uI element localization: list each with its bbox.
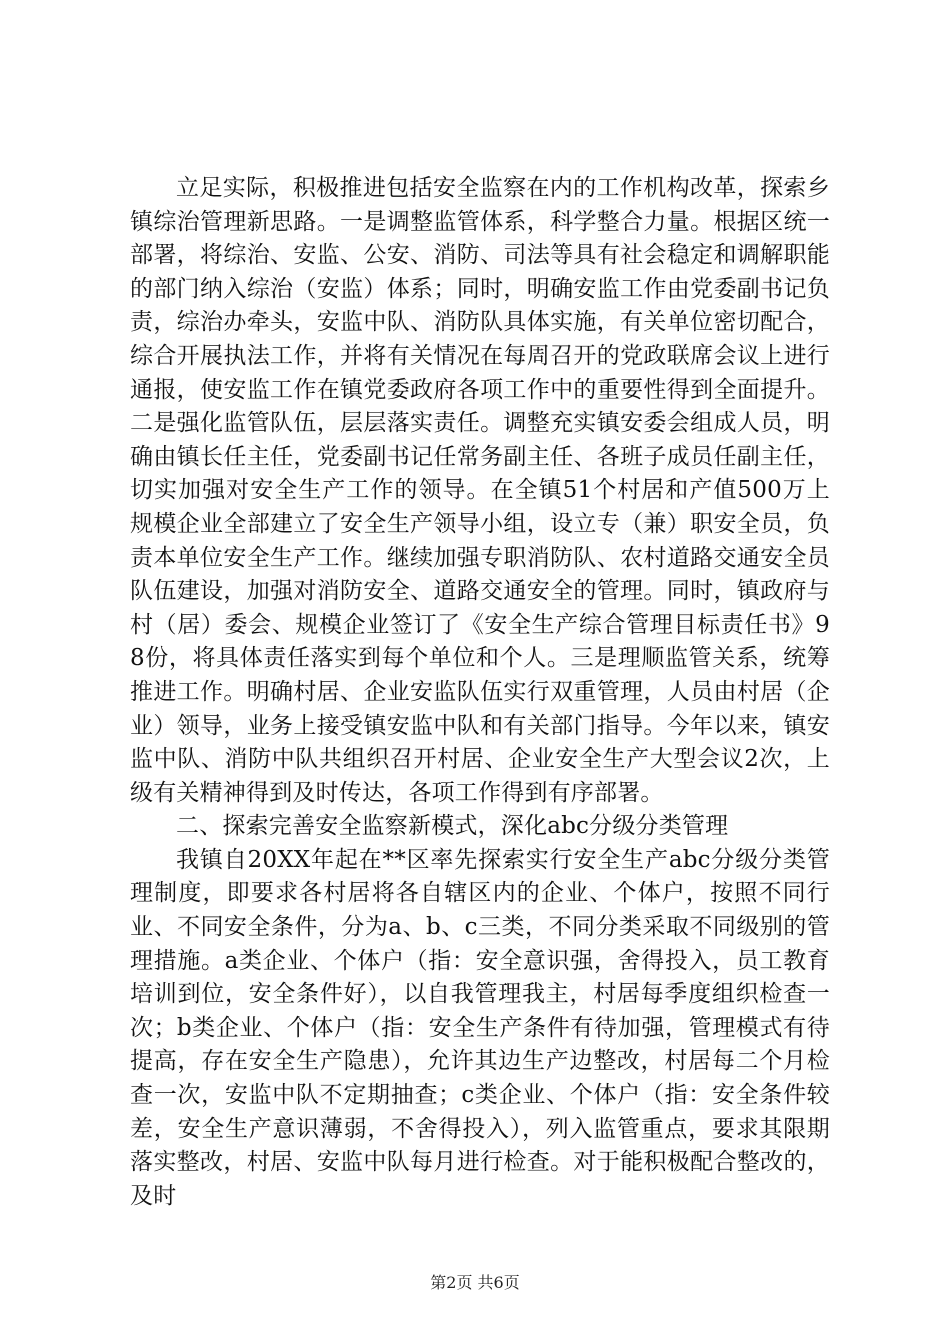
section-heading: 二、探索完善安全监察新模式，深化abc分级分类管理 xyxy=(176,813,729,840)
paragraph-reform: 立足实际，积极推进包括安全监察在内的工作机构改革，探索乡镇综治管理新思路。一是调整监管体系，科学整合力量。根据区统一部署，将综治、安监、公安、消防、司法等具有社会稳定和调解职能的部门纳入综治（安监）体系；同时，明确安监工作由党委副书记负责，综治办牵头，安监中队、消防队具体实施，有关单位密切配合，综合开展执法工作，并将有关情况在每周召开的党政联席会议上进行通报，使安监工作在镇党委政府各项工作中的重要性得到全面提升。二是强化监管队伍，层层落实责任。调整充实镇安委会组成人员，明确由镇长任主任，党委副书记任常务副主任、各班子成员任副主任，切实加强对安全生产工作的领导。在全镇51个村居和产值500万上规模企业全部建立了安全生产领导小组，设立专（兼）职安全员，负责本单位安全生产工作。继续加强专职消防队、农村道路交通安全员队伍建设，加强对消防安全、道路交通安全的管理。同时，镇政府与村（居）委会、规模企业签订了《安全生产综合管理目标责任书》98份，将具体责任落实到每个单位和个人。三是理顺监管关系，统筹推进工作。明确村居、企业安监队伍实行双重管理，人员由村居（企业）领导，业务上接受镇安监中队和有关部门指导。今年以来，镇安监中队、消防中队共组织召开村居、企业安全生产大型会议2次，上级有关精神得到及时传达，各项工作得到有序部署。 xyxy=(130,175,830,806)
paragraph-abc-management: 我镇自20XX年起在**区率先探索实行安全生产abc分级分类管理制度，即要求各村居将各自辖区内的企业、个体户，按照不同行业、不同安全条件，分为a、b、c三类，不同分类采取不同级别的管理措施。a类企业、个体户（指：安全意识强，舍得投入，员工教育培训到位，安全条件好），以自我管理我主，村居每季度组织检查一次；b类企业、个体户（指：安全生产条件有待加强，管理模式有待提高，存在安全生产隐患），允许其边生产边整改，村居每二个月检查一次，安监中队不定期抽查；c类企业、个体户（指：安全条件较差，安全生产意识薄弱，不舍得投入），列入监管重点，要求其限期落实整改，村居、安监中队每月进行检查。对于能积极配合整改的，及时 xyxy=(130,846,830,1209)
document-body xyxy=(130,172,830,1213)
page-footer: 第2页 共6页 xyxy=(430,1273,520,1292)
